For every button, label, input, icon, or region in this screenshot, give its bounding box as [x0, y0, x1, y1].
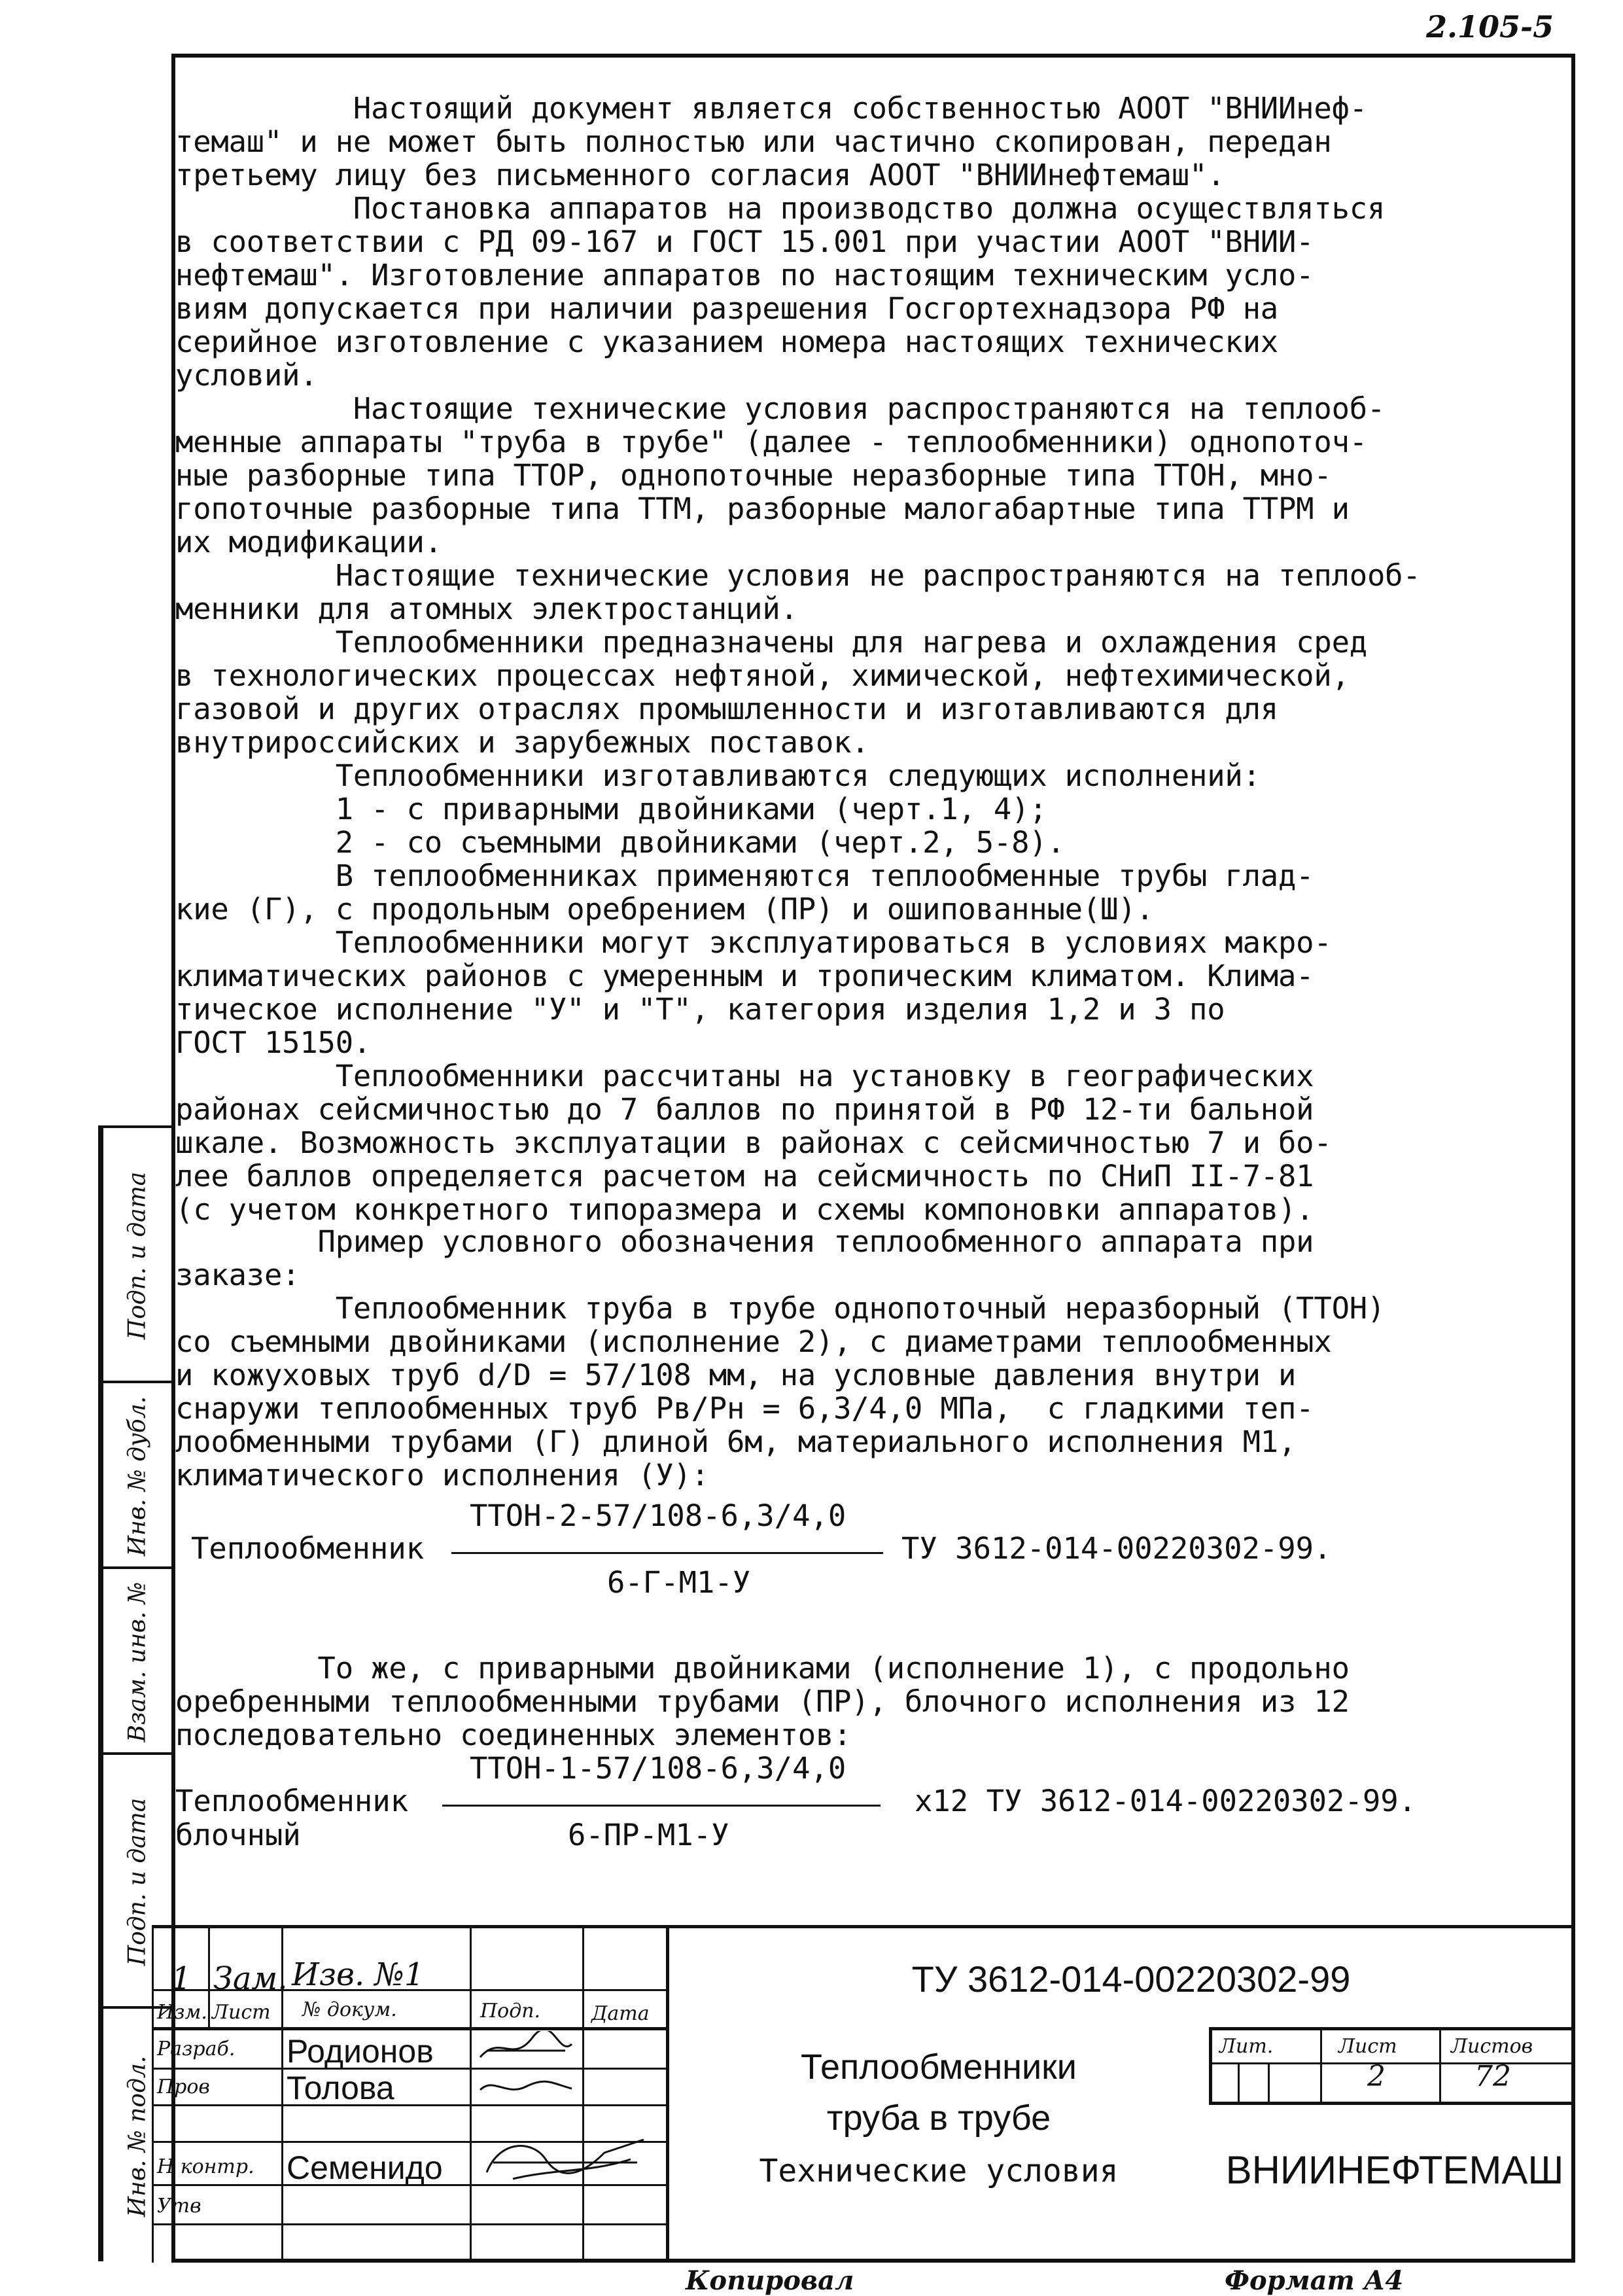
- text-line: последовательно соединенных элементов:: [175, 1718, 852, 1752]
- text-line: нефтемаш". Изготовление аппаратов по настоящим техническим усло-: [175, 258, 1314, 292]
- rev-doc: Изв. №1: [292, 1956, 425, 1993]
- label-lit: Лит.: [1219, 2035, 1274, 2058]
- formula2-suffix: х12 ТУ 3612-014-00220302-99.: [915, 1784, 1417, 1818]
- signature-razrab: [474, 2031, 578, 2068]
- text-line: тическое исполнение "У" и "Т", категория изделия 1,2 и 3 по: [175, 992, 1225, 1027]
- title-line-1: Теплообменники: [801, 2047, 1077, 2087]
- text-line: условий.: [175, 358, 318, 393]
- formula2-fraction-line: [442, 1805, 881, 1807]
- rev-num: 1: [171, 1960, 192, 1997]
- side-stamp: [98, 1125, 151, 2261]
- text-line: шкале. Возможность эксплуатации в районах с сейсмичностью 7 и бо-: [175, 1125, 1332, 1160]
- document-code-top: 2.105-5: [1426, 9, 1554, 44]
- side-cell-3: [101, 1566, 174, 1752]
- formula2-numerator: ТТОН-1-57/108-6,3/4,0: [470, 1751, 846, 1786]
- text-line: ные разборные типа ТТОР, однопоточные неразборные типа ТТОН, мно-: [175, 458, 1332, 493]
- formula1-denominator: 6-Г-М1-У: [607, 1565, 751, 1600]
- text-line: Теплообменники могут эксплуатироваться в условиях макро-: [175, 925, 1332, 960]
- side-label-5: Инв. № подл.: [124, 2055, 151, 2217]
- text-line: темаш" и не может быть полностью или частично скопирован, передан: [175, 124, 1332, 159]
- text-line: Теплообменники рассчитаны на установку в географических: [175, 1059, 1314, 1093]
- hdr-list: Лист: [212, 2001, 271, 2024]
- side-cell-2: [101, 1381, 174, 1566]
- title-line-2: труба в трубе: [826, 2098, 1051, 2138]
- example2-block: [175, 1651, 1571, 1752]
- text-line: третьему лицу без письменного согласия АООТ "ВНИИнефтемаш".: [175, 158, 1225, 192]
- text-line: 2 - со съемными двойниками (черт.2, 5-8).: [175, 825, 1065, 860]
- formula1-label: Теплообменник: [191, 1531, 425, 1566]
- formula2-label2: блочный: [175, 1818, 301, 1852]
- text-line: Настоящий документ является собственностью АООТ "ВНИИнеф-: [175, 91, 1367, 126]
- text-line: их модификации.: [175, 525, 442, 559]
- text-line: То же, с приварными двойниками (исполнение 1), с продольно: [175, 1651, 1350, 1686]
- text-line: внутрироссийских и зарубежных поставок.: [175, 725, 869, 760]
- text-line: Теплообменники предназначены для нагрева и охлаждения сред: [175, 625, 1367, 660]
- text-line: (с учетом конкретного типоразмера и схемы компоновки аппаратов).: [175, 1192, 1314, 1227]
- hdr-izm: Изм.: [157, 2001, 207, 2024]
- text-line: кие (Г), с продольным оребрением (ПР) и ошипованные(Ш).: [175, 892, 1154, 927]
- title-line-3: Технические условия: [759, 2153, 1119, 2189]
- footer-copied: Копировал: [686, 2265, 854, 2296]
- formula2-label: Теплообменник: [175, 1784, 409, 1818]
- signature-nkontr: [474, 2133, 663, 2185]
- text-line: виям допускается при наличии разрешения Госгортехнадзора РФ на: [175, 291, 1278, 326]
- role-razrab: Разраб.: [157, 2038, 236, 2060]
- text-line: районах сейсмичностью до 7 баллов по принятой в РФ 12-ти бальной: [175, 1092, 1314, 1127]
- text-line: менники для атомных электростанций.: [175, 592, 798, 626]
- example-block: [175, 1225, 1571, 1492]
- text-line: оребренными теплообменными трубами (ПР), блочного исполнения из 12: [175, 1684, 1350, 1719]
- label-sheets: Листов: [1451, 2035, 1533, 2058]
- formula1-suffix: ТУ 3612-014-00220302-99.: [901, 1531, 1332, 1566]
- role-utv: Утв: [157, 2195, 201, 2217]
- side-label-3: Взам. инв. №: [124, 1581, 151, 1742]
- name-prov: Толова: [287, 2070, 394, 2106]
- text-line: В теплообменниках применяются теплообменные трубы глад-: [175, 858, 1314, 893]
- text-line: лее баллов определяется расчетом на сейсмичность по СНиП II-7-81: [175, 1159, 1314, 1193]
- hdr-date: Дата: [591, 2002, 650, 2025]
- text-line: Постановка аппаратов на производство должна осуществляться: [175, 191, 1386, 226]
- hdr-doc: № докум.: [302, 1998, 397, 2021]
- text-line: в технологических процессах нефтяной, химической, нефтехимической,: [175, 658, 1350, 693]
- label-sheet: Лист: [1338, 2035, 1397, 2058]
- side-cell-4: [101, 1752, 174, 2006]
- organization: ВНИИНЕФТЕМАШ: [1225, 2148, 1564, 2192]
- side-label-4: Подп. и дата: [124, 1797, 151, 1966]
- text-line: Настоящие технические условия не распространяются на теплооб-: [175, 558, 1421, 593]
- side-label-2: Инв. № дубл.: [124, 1396, 151, 1557]
- text-line: климатического исполнения (У):: [175, 1458, 709, 1492]
- sheet-number: 2: [1367, 2060, 1386, 2093]
- side-cell-1: [101, 1125, 174, 1381]
- sheets-total: 72: [1475, 2060, 1511, 2093]
- text-line: снаружи теплообменных труб Рв/Рн = 6,3/4,0 МПа, с гладкими теп-: [175, 1391, 1314, 1426]
- name-nkontr: Семенидо: [287, 2149, 443, 2186]
- text-line: Теплообменники изготавливаются следующих исполнений:: [175, 758, 1261, 793]
- text-line: заказе:: [175, 1258, 300, 1292]
- text-line: лообменными трубами (Г) длиной 6м, материального исполнения М1,: [175, 1424, 1297, 1459]
- text-line: ГОСТ 15150.: [175, 1025, 372, 1060]
- hdr-podp: Подп.: [480, 2000, 541, 2022]
- rev-change: Зам.: [213, 1960, 288, 1997]
- formula1-fraction-line: [451, 1552, 883, 1554]
- text-line: в соответствии с РД 09-167 и ГОСТ 15.001 при участии АООТ "ВНИИ-: [175, 224, 1314, 259]
- text-line: серийное изготовление с указанием номера настоящих технических: [175, 325, 1278, 359]
- formula1-numerator: ТТОН-2-57/108-6,3/4,0: [470, 1498, 846, 1533]
- text-line: гопоточные разборные типа ТТМ, разборные малогабартные типа ТТРМ и: [175, 491, 1350, 526]
- footer-format: Формат А4: [1225, 2265, 1404, 2296]
- text-line: 1 - с приварными двойниками (черт.1, 4);: [175, 792, 1047, 826]
- doc-code: ТУ 3612-014-00220302-99: [911, 1958, 1351, 2000]
- text-line: климатических районов с умеренным и тропическим климатом. Клима-: [175, 959, 1314, 993]
- document-body: [175, 92, 1571, 1226]
- text-line: со съемными двойниками (исполнение 2), с диаметрами теплообменных: [175, 1324, 1332, 1359]
- role-prov: Пров: [157, 2075, 210, 2098]
- text-line: Пример условного обозначения теплообменного аппарата при: [175, 1224, 1314, 1259]
- role-nkontr: Н контр.: [157, 2155, 254, 2178]
- side-label-1: Подп. и дата: [124, 1171, 151, 1340]
- text-line: газовой и других отраслях промышленности и изготавливаются для: [175, 692, 1278, 726]
- signature-prov: [474, 2070, 578, 2103]
- text-line: и кожуховых труб d/D = 57/108 мм, на условные давления внутри и: [175, 1358, 1297, 1392]
- formula2-denominator: 6-ПР-М1-У: [568, 1818, 729, 1852]
- name-razrab: Родионов: [287, 2033, 434, 2070]
- text-line: Теплообменник труба в трубе однопоточный неразборный (ТТОН): [175, 1291, 1386, 1326]
- text-line: менные аппараты "труба в трубе" (далее - теплообменники) однопоточ-: [175, 425, 1367, 459]
- text-line: Настоящие технические условия распространяются на теплооб-: [175, 391, 1386, 426]
